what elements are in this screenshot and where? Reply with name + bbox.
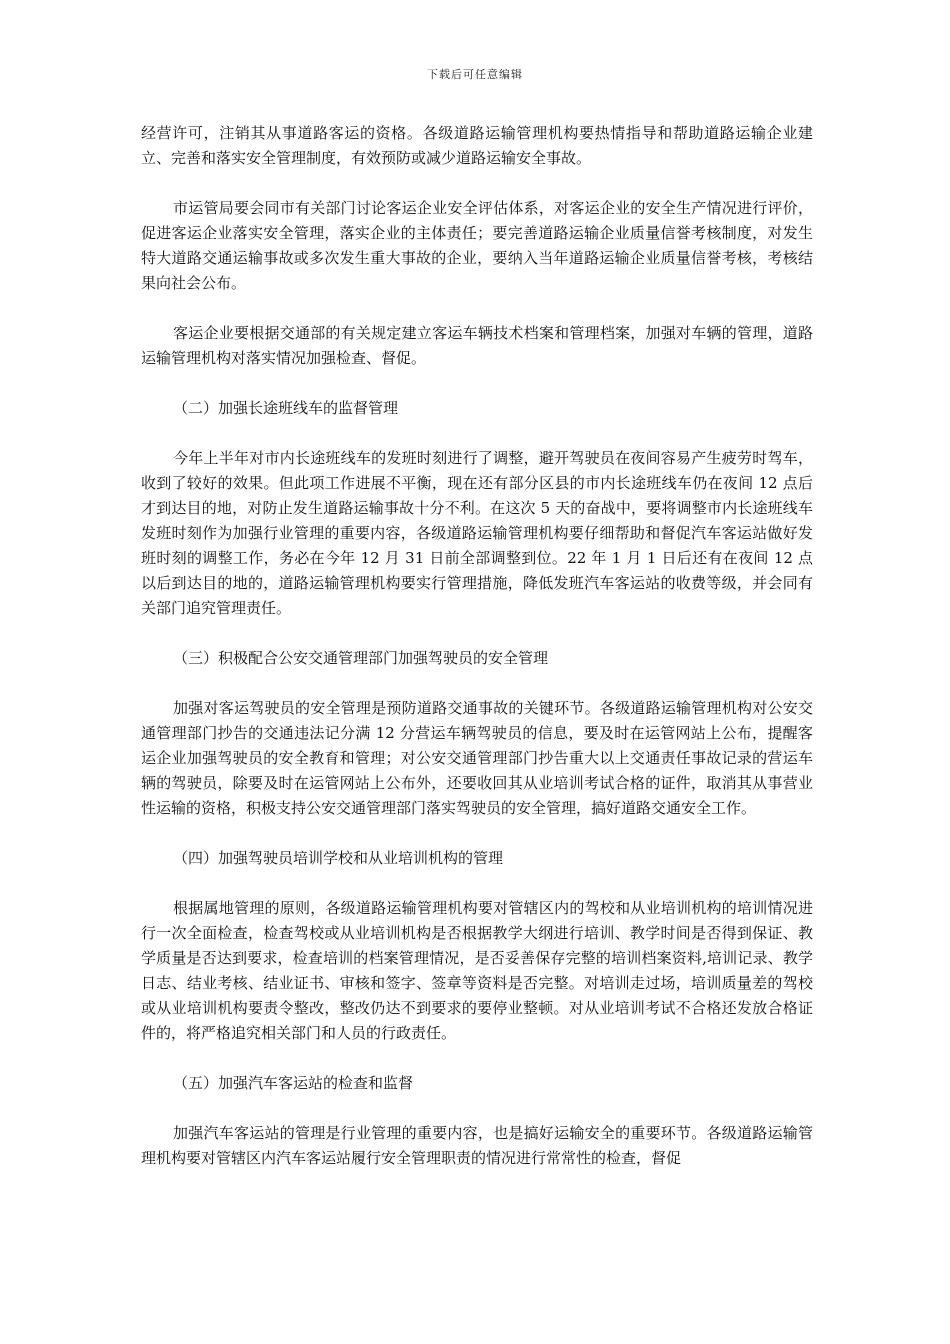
document-body xyxy=(141,121,813,1171)
section-heading: （四）加强驾驶员培训学校和从业培训机构的管理 xyxy=(173,849,504,867)
paragraph: 今年上半年对市内长途班线车的发班时刻进行了调整，避开驾驶员在夜间容易产生疲劳时驾车，收到了较好的效果。但此项工作进展不平衡，现在还有部分区县的市内长途班线车仍在夜间 12 点后才到达目的地，对防止发生道路运输事故十分不利。在这次 5 天的奋战中，要将调整市内长途班线车发班时刻作为加强行业管理的重要内容，各级道路运输管理机构要仔细帮助和督促汽车客运站做好发班时刻的调整工作，务必在今年 12 月 31 日前全部调整到位。22 年 1 月 1 日后还有在夜间 12 点以后到达目的地的，道路运输管理机构要实行管理措施，降低发班汽车客运站的收费等级，并会同有关部门追究管理责任。 xyxy=(141,449,813,617)
section-heading: （五）加强汽车客运站的检查和监督 xyxy=(173,1074,414,1092)
paragraph: 加强对客运驾驶员的安全管理是预防道路交通事故的关键环节。各级道路运输管理机构对公安交通管理部门抄告的交通违法记分满 12 分营运车辆驾驶员的信息，要及时在运管网站上公布，提醒客运企业加强驾驶员的安全教育和管理；对公安交通管理部门抄告重大以上交通责任事故记录的营运车辆的驾驶员，除要及时在运管网站上公布外，还要收回其从业培训考试合格的证件，取消其从事营业性运输的资格，积极支持公安交通管理部门落实驾驶员的安全管理，搞好道路交通安全工作。 xyxy=(141,699,813,817)
paragraph: 市运管局要会同市有关部门讨论客运企业安全评估体系，对客运企业的安全生产情况进行评价，促进客运企业落实安全管理，落实企业的主体责任；要完善道路运输企业质量信誉考核制度，对发生特大道路交通运输事故或多次发生重大事故的企业，要纳入当年道路运输企业质量信誉考核，考核结果向社会公布。 xyxy=(141,199,813,292)
section-heading: （二）加强长途班线车的监督管理 xyxy=(173,399,399,417)
paragraph: 经营许可，注销其从事道路客运的资格。各级道路运输管理机构要热情指导和帮助道路运输企业建立、完善和落实安全管理制度，有效预防或减少道路运输安全事故。 xyxy=(141,124,813,167)
paragraph: 客运企业要根据交通部的有关规定建立客运车辆技术档案和管理档案，加强对车辆的管理，道路运输管理机构对落实情况加强检查、督促。 xyxy=(141,324,813,367)
paragraph: 根据属地管理的原则，各级道路运输管理机构要对管辖区内的驾校和从业培训机构的培训情况进行一次全面检查，检查驾校或从业培训机构是否根据教学大纲进行培训、教学时间是否得到保证、教学质量是否达到要求，检查培训的档案管理情况，是否妥善保存完整的培训档案资料,培训记录、教学日志、结业考核、结业证书、审核和签字、签章等资料是否完整。对培训走过场，培训质量差的驾校或从业培训机构要责令整改，整改仍达不到要求的要停业整顿。对从业培训考试不合格还发放合格证件的，将严格追究相关部门和人员的行政责任。 xyxy=(141,899,813,1042)
paragraph: 加强汽车客运站的管理是行业管理的重要内容，也是搞好运输安全的重要环节。各级道路运输管理机构要对管辖区内汽车客运站履行安全管理职责的情况进行常常性的检查，督促 xyxy=(141,1124,813,1167)
page-header: 下载后可任意编辑 xyxy=(427,68,523,81)
section-heading: （三）积极配合公安交通管理部门加强驾驶员的安全管理 xyxy=(173,649,549,667)
